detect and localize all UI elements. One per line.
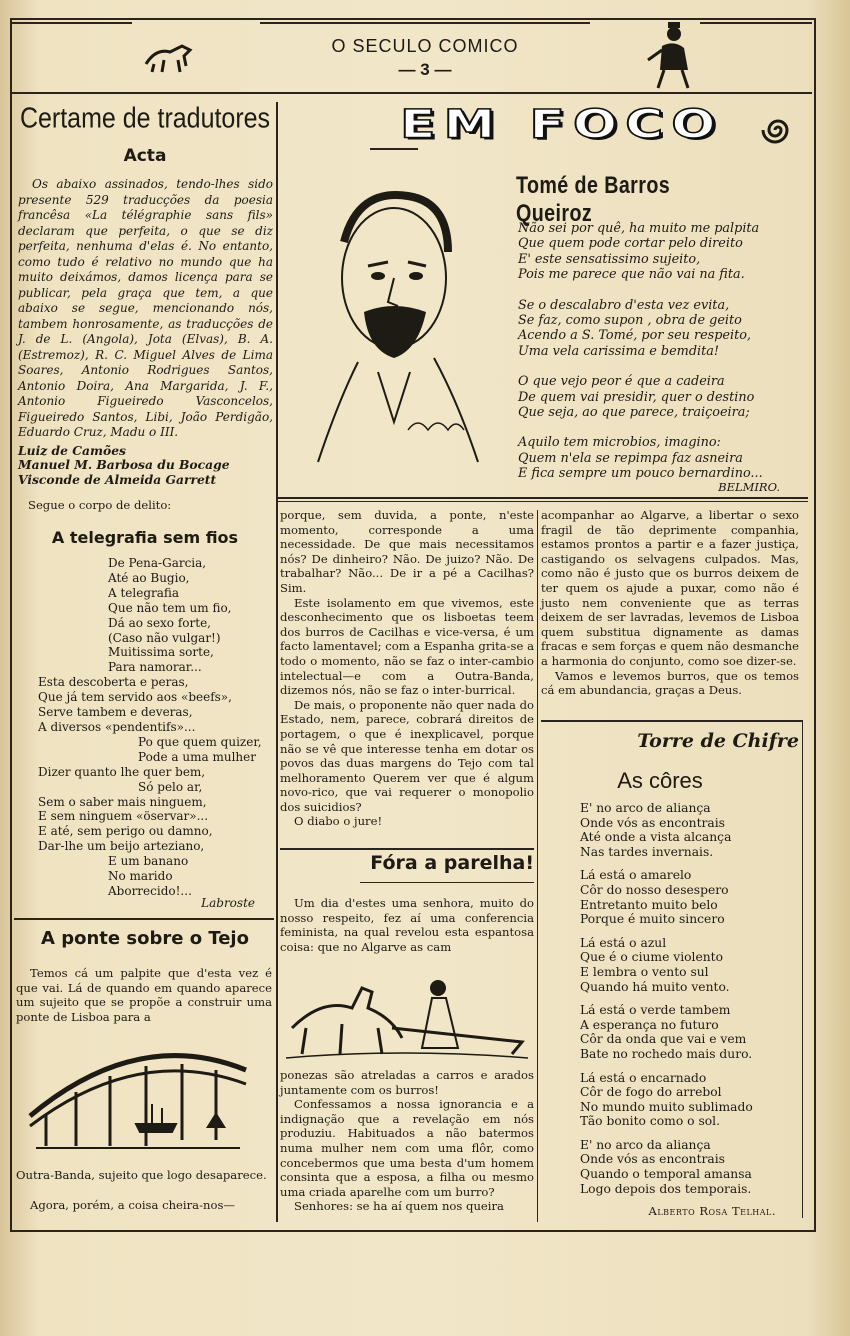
cores-poem: E' no arco de aliança Onde vós as encontrais Até onde a vista alcança Nas tardes invernais. Lá está o amarelo Côr do nosso desespero Entretanto muito belo Porque é muito sincero Lá está o azul Que é o ciume violento E lembra o vento sul Quando há muito vento. Lá está o verde tambem A esperança no futuro Côr da onda que vai e vem Bate no rochedo mais duro. Lá está o encarnado Côr de fogo do arrebol No mundo muito sublimado Tão bonito como o sol. E' no arco da aliança Onde vós as encontrais Quando o temporal amansa Logo depois dos temporais. <box>580 801 753 1196</box>
acta-intro: Segue o corpo de delito: <box>28 498 172 512</box>
masthead-rule <box>12 92 812 94</box>
poem-author: Labroste <box>201 896 255 910</box>
acta-signatories: Luiz de Camões Manuel M. Barbosa du Bocage Visconde de Almeida Garrett <box>18 443 230 487</box>
page-number: — 3 — <box>398 60 452 79</box>
ponte-p3: Agora, porém, a coisa cheira-nos— <box>30 1198 235 1212</box>
emfoco-name: Tomé de Barros Queiroz <box>516 172 671 227</box>
plough-illustration <box>282 958 532 1062</box>
fora-p1: Um dia d'estes uma senhora, muito do nosso respeito, fez aí uma conferencia feminista, na qual revelou esta espantosa coisa: que no Algarve as cam <box>280 896 534 954</box>
torre-title: Torre de Chifre <box>637 730 799 752</box>
ponte-p2: Outra-Banda, sujeito que logo desaparece. <box>16 1168 267 1182</box>
emfoco-title: EM FOCO <box>400 102 724 147</box>
column-rule-1 <box>276 102 278 1222</box>
torre-frame-right <box>802 720 803 1218</box>
top-rule-center <box>260 22 590 24</box>
masthead-title: O SECULO COMICO <box>331 36 519 56</box>
top-rule-left <box>12 22 132 24</box>
emfoco-arrow-rule <box>370 148 418 150</box>
emfoco-sonnet: Não sei por quê, ha muito me palpita Que quem pode cortar pelo direito E' este sensatissimo sujeito, Pois me parece que não vai na fita. Se o descalabro d'esta vez evita, Se faz, como supon , obra de geito Acendo a S. Tomé, por seu respeito, Uma vela carissima e bemdita! O que vejo peor é que a cadeira De quem vai presidir, quer o destino Que seja, ao que parece, traiçoeira; Aquilo tem microbios, imagino: Quem n'ela se repimpa faz asneira E fica sempre um pouco bernardino... <box>518 221 763 482</box>
cores-author: Alberto Rosa Telhal. <box>648 1204 776 1218</box>
spiral-ornament-icon <box>760 112 796 148</box>
fora-title: Fóra a parelha! <box>370 852 534 874</box>
emfoco-bottom-rule-2 <box>278 501 808 502</box>
certame-title: Certame de tradutores <box>19 102 271 135</box>
ponte-col2: porque, sem duvida, a ponte, n'este momento, corresponde a uma necessidade. De que mais necessitamos nós? De dinheiro? Não. De juizo? Não. De trabalhar? Não... De ir a pé a Cacilhas? Sim. Este isolamento em que vivemos, este desconhecimento que os lisboetas teem dos burros de Cacilhas e vice-versa, é um facto lamentavel; com a Espanha grita-se a todo o momento, não se faz o inter-cambio intelectual—e com a Outra-Banda, dizemos nós, não se faz o inter-burrical. De mais, o proponente não quer nada do Estado, nem, parece, cobrará direitos de portagem, o que é inexplicavel, porque não se vê que interesse tenha em dotar os povos das duas margens do Tejo com tal melhoramento Querem ver que é algum novo-rico, que vai requerer o monopolio dos suicidios? O diabo o jure! <box>280 508 534 829</box>
cores-title: As côres <box>617 768 703 793</box>
top-rule-right <box>700 22 812 24</box>
emfoco-bottom-rule <box>278 497 808 499</box>
acta-subtitle: Acta <box>123 146 167 166</box>
column-rule-2 <box>537 510 538 1222</box>
torre-rule <box>541 720 803 722</box>
portrait-caricature <box>298 182 508 472</box>
ponte-p1: Temos cá um palpite que d'esta vez é que vai. Lá de quando em quando aparece um sujeito que se propõe a construir uma ponte de Lisboa para a <box>16 966 272 1024</box>
bridge-illustration <box>26 1030 250 1160</box>
ponte-rule <box>14 918 274 920</box>
telegrafia-poem: De Pena-Garcia, Até ao Bugio, A telegrafia Que não tem um fio, Dá ao sexo forte, (Caso não vulgar!) Muitissima sorte, Para namorar... Esta descoberta e peras, Que já tem servido aos «beefs», Serve tambem e deveras, A diversos «pendentifs»... Po que quem quizer, Pode a uma mulher Dizer quanto lhe quer bem, Só pelo ar, Sem o saber mais ninguem, E sem ninguem «öservar»... E até, sem perigo ou damno, Dar-lhe um beijo arteziano, E um banano No marido Aborrecido!... <box>38 556 262 898</box>
emfoco-author: BELMIRO. <box>718 480 780 494</box>
dog-icon <box>140 34 196 74</box>
fora-p2-4: ponezas são atreladas a carros e arados juntamente com os burros! Confessamos a nossa ignorancia e a indignação que a revelação em nós produziu. Habituados a não batermos numa mulher nem com uma flôr, como concebermos que uma besta d'um homem consinta que a esposa, a filha ou mesmo uma criada aparelhe com um burro? Senhores: se ha aí quem nos queira <box>280 1068 534 1214</box>
fora-rule <box>280 848 534 850</box>
fora-title-underline <box>360 882 534 883</box>
poem-title: A telegrafia sem fios <box>51 528 239 547</box>
fora-col3: acompanhar ao Algarve, a libertar o sexo fragil de tão deprimente companhia, estamos prontos a partir e a fazer justiça, castigando os selvagens culpados. Mas, como não é justo que os burros deixem de ter quem os ajude a puxar, como não é justo nem conveniente que as terras deixem de ser lavradas, levemos de Lisboa quem substitua dignamente as damas fracas e sem forças e quem não desmanche a harmonia do conjunto, como soe dizer-se. Vamos e levemos burros, que os temos cá em abundancia, graças a Deus. <box>541 508 799 698</box>
figure-icon <box>638 14 700 92</box>
ponte-title: A ponte sobre o Tejo <box>41 928 249 949</box>
acta-body: Os abaixo assinados, tendo-lhes sido presente 529 traducções da poesia francêsa «La télégraphie sans fils» declaram que perfeita, o que se diz perfeita, nenhuma d'elas é. No entanto, como tudo é relativo no mundo que ha muito deixámos, damos licença para se publicar, pela graça que tem, a que abaixo se segue, mencionando nós, tambem honrosamente, as traducções de J. de L. (Angola), Jota (Elvas), B. A. (Estremoz), R. C. Miguel Alves de Lima Soares, Antonio Rodrigues Santos, Antonio Doira, Ana Margarida, J. F., Antonio Figueiredo Vasconcelos, Figueiredo Santos, Libi, João Perdigão, Eduardo Cruz, Madu o III. <box>18 177 273 439</box>
